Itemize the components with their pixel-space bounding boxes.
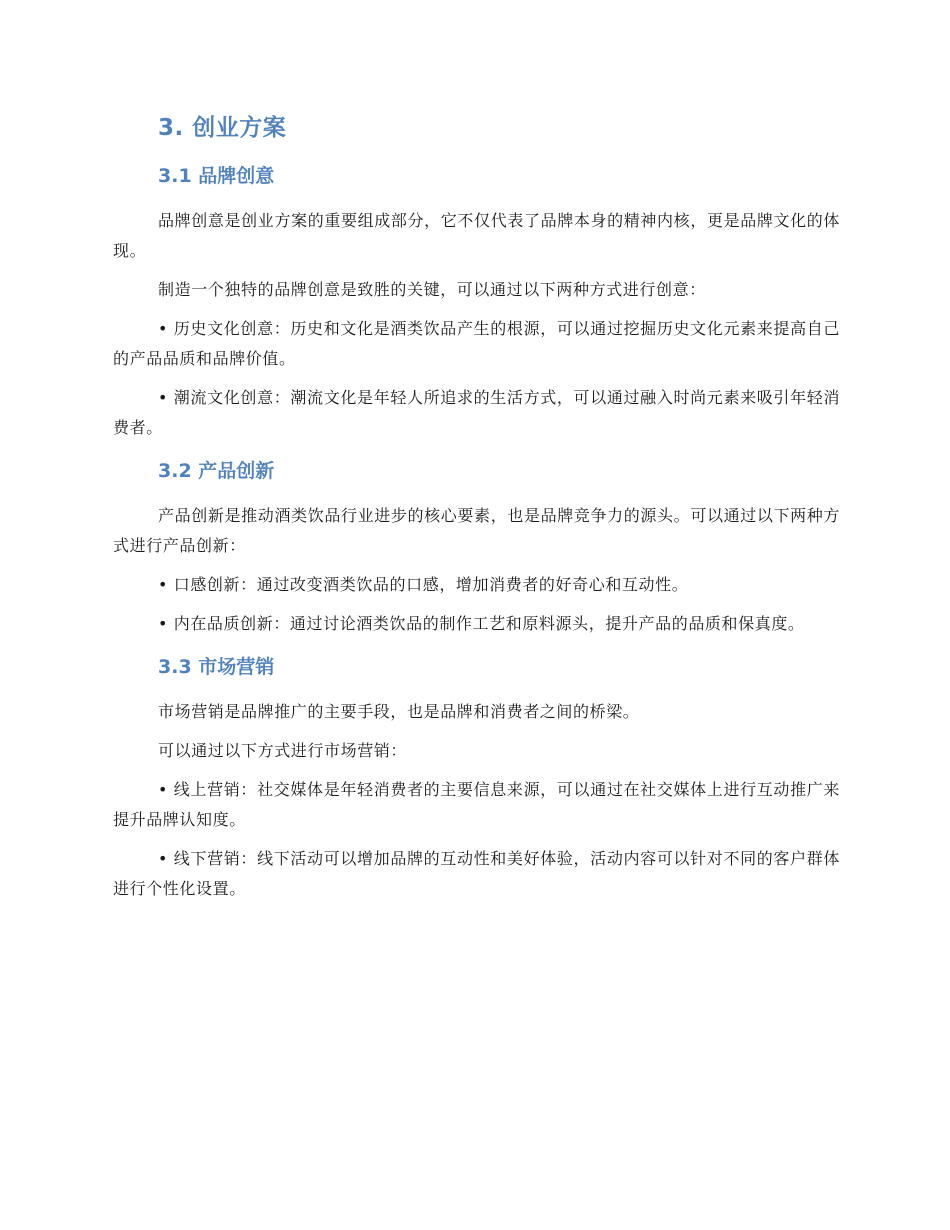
heading-product-innovation: 3.2 产品创新	[158, 460, 275, 482]
paragraph: 品牌创意是创业方案的重要组成部分，它不仅代表了品牌本身的精神内核，更是品牌文化的体现。	[113, 211, 840, 260]
bullet-paragraph: • 线下营销：线下活动可以增加品牌的互动性和美好体验，活动内容可以针对不同的客户群体进行个性化设置。	[113, 849, 840, 898]
section-title: 3. 创业方案	[158, 115, 287, 141]
bullet-paragraph: • 线上营销：社交媒体是年轻消费者的主要信息来源，可以通过在社交媒体上进行互动推广来提升品牌认知度。	[113, 780, 840, 829]
paragraph: 产品创新是推动酒类饮品行业进步的核心要素，也是品牌竞争力的源头。可以通过以下两种方式进行产品创新：	[113, 506, 840, 555]
bullet-paragraph: • 历史文化创意：历史和文化是酒类饮品产生的根源，可以通过挖掘历史文化元素来提高自己的产品品质和品牌价值。	[113, 319, 840, 368]
document-page	[113, 108, 840, 904]
bullet-paragraph: • 口感创新：通过改变酒类饮品的口感，增加消费者的好奇心和互动性。	[158, 575, 689, 594]
heading-marketing: 3.3 市场营销	[158, 656, 275, 678]
heading-brand-creativity: 3.1 品牌创意	[158, 165, 275, 187]
paragraph: 制造一个独特的品牌创意是致胜的关键，可以通过以下两种方式进行创意：	[158, 280, 706, 299]
bullet-paragraph: • 内在品质创新：通过讨论酒类饮品的制作工艺和原料源头，提升产品的品质和保真度。	[158, 614, 805, 633]
paragraph: 可以通过以下方式进行市场营销：	[158, 741, 408, 760]
bullet-paragraph: • 潮流文化创意：潮流文化是年轻人所追求的生活方式，可以通过融入时尚元素来吸引年轻消费者。	[113, 388, 840, 437]
paragraph: 市场营销是品牌推广的主要手段，也是品牌和消费者之间的桥梁。	[158, 702, 640, 721]
